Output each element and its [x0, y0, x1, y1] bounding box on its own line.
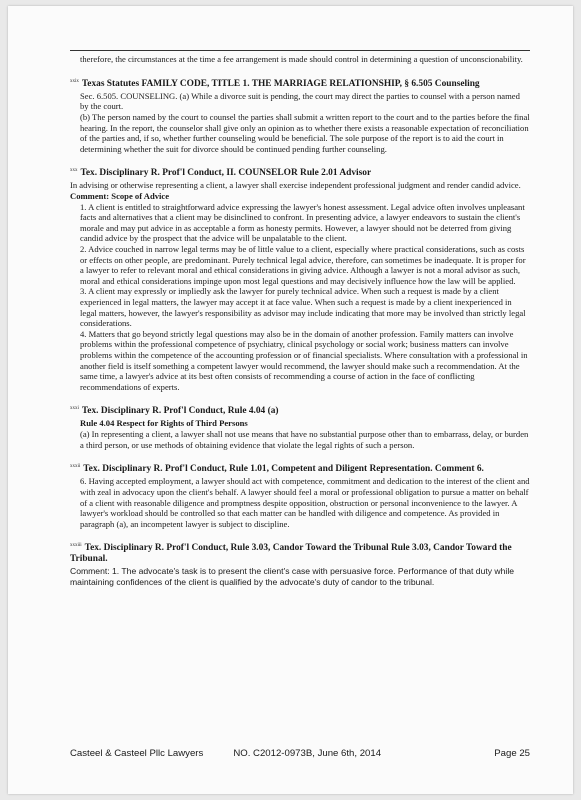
footer-firm: Casteel & Casteel Pllc Lawyers — [70, 748, 204, 759]
footer-case-number: NO. C2012-0973B, June 6th, 2014 — [233, 748, 382, 759]
footnote-30-comment-1: 1. A client is entitled to straightforward advice expressing the lawyer's honest assessment. Legal advice often involves unpleasant facts and alternatives that a client may be disinclined to confront. In presenting advice, a lawyer endeavors to sustain the client's morale and may put advice in as acceptable a form as honesty permits. However, a lawyer should not be deterred from giving candid advice by the prospect that the advice will be unpalatable to the client. — [80, 201, 525, 244]
footnote-30-comment-label: Comment: Scope of Advice — [70, 191, 170, 201]
footnote-33-heading: Tex. Disciplinary R. Prof'l Conduct, Rule 3.03, Candor Toward the Tribunal Rule 3.03, Candor Toward the Tribunal. — [70, 543, 512, 565]
footnote-30-comment-4: 4. Matters that go beyond strictly legal questions may also be in the domain of another profession. Family matters can involve problems within the professional competence of psychiatry, clinical psychology or social work; business matters can involve problems within the competence of the accounting profession or of financial specialists. Where consultation with a professional in another field is itself something a competent lawyer would recommend, the lawyer should make such a recommendation. At the same time, a lawyer's advice at its best often consists of recommending a course of action in the face of conflicting recommendations of experts. — [80, 328, 528, 392]
footnote-30-heading: Tex. Disciplinary R. Prof'l Conduct, II. COUNSELOR Rule 2.01 Advisor — [80, 168, 372, 179]
footnote-marker: xxxiii — [70, 543, 82, 549]
footnote-30-lead: In advising or otherwise representing a client, a lawyer shall exercise independent professional judgment and render candid advice. — [70, 180, 521, 191]
footnote-29-title — [70, 76, 530, 90]
footnote-30-title — [70, 165, 530, 179]
footnote-30-comment-3: 3. A client may expressly or impliedly ask the lawyer for purely technical advice. When such a request is made by a client experienced in legal matters, the lawyer may accept it at face value. When such a request is made by a client inexperienced in legal matters, however, the lawyer's responsibility as advisor may include indicating that more may be involved than strictly legal considerations. — [80, 286, 526, 329]
page-footer — [70, 748, 530, 759]
footnote-30-comment-2: 2. Advice couched in narrow legal terms may be of little value to a client, especially where practical considerations, such as costs or effects on other people, are predominant. Purely technical legal advice, therefore, can sometimes be inadequate. It is proper for a lawyer to refer to relevant moral and ethical considerations in giving advice. Although a lawyer is not a moral advisor as such, moral and ethical considerations impinge upon most legal questions and may decisively influence how the law will be applied. — [80, 243, 526, 286]
footnote-marker: xxxi — [70, 406, 79, 412]
footnote-32-title — [70, 461, 530, 475]
footnote-marker: xxx — [70, 168, 78, 174]
footnote-33-title — [70, 540, 530, 565]
footnote-31-para-1: (a) In representing a client, a lawyer shall not use means that have no substantial purpose other than to embarrass, delay, or burden a third person, or use methods of obtaining evidence that violate the legal rights of such a person. — [80, 429, 529, 450]
page-content — [70, 44, 530, 588]
footnote-31-subtitle: Rule 4.04 Respect for Rights of Third Persons — [80, 418, 248, 429]
footnote-31-heading: Tex. Disciplinary R. Prof'l Conduct, Rule 4.04 (a) — [81, 406, 279, 417]
footnote-32-para-1: 6. Having accepted employment, a lawyer should act with competence, commitment and dedication to the interest of the client and with zeal in advocacy upon the client's behalf. A lawyer should feel a moral or professional obligation to pursue a matter on behalf of a client with reasonable diligence and promptness despite opposition, obstruction or personal inconvenience to the lawyer. A lawyer's workload should be controlled so that each matter can be handled with diligence and competence. As provided in paragraph (a), an incompetent lawyer is subject to discipline. — [80, 476, 530, 529]
footnote-33-para-1: Comment: 1. The advocate's task is to present the client's case with persuasive force. Performance of that duty while maintaining confidences of the client is qualified by the advocate's duty of candor to the tribunal. — [70, 566, 515, 587]
intro-paragraph: therefore, the circumstances at the time a fee arrangement is made should control in determining a question of unconscionability. — [80, 54, 523, 64]
document-page — [8, 6, 573, 794]
footnote-31-title — [70, 403, 530, 417]
footnote-29-para-1: Sec. 6.505. COUNSELING. (a) While a divorce suit is pending, the court may direct the parties to counsel with a person named by the court. — [80, 90, 520, 112]
footnote-29-para-2: (b) The person named by the court to counsel the parties shall submit a written report to the court and to the parties before the final hearing. In the report, the counselor shall give only an opinion as to whether there exists a reasonable expectation of reconciliation of the parties and, if so, whether further counseling would be beneficial. The sole purpose of the report is to aid the court in determining whether the suit for divorce should be continued pending further counseling. — [80, 111, 530, 154]
footnote-29-heading: Texas Statutes FAMILY CODE, TITLE 1. THE MARRIAGE RELATIONSHIP, § 6.505 Counseling — [81, 78, 480, 89]
footnote-32-heading: Tex. Disciplinary R. Prof'l Conduct, Rule 1.01, Competent and Diligent Representation. Comment 6. — [83, 464, 484, 475]
footnote-marker: xxix — [70, 78, 79, 84]
footnote-marker: xxxii — [70, 464, 81, 470]
footer-page-number: Page 25 — [494, 748, 530, 759]
